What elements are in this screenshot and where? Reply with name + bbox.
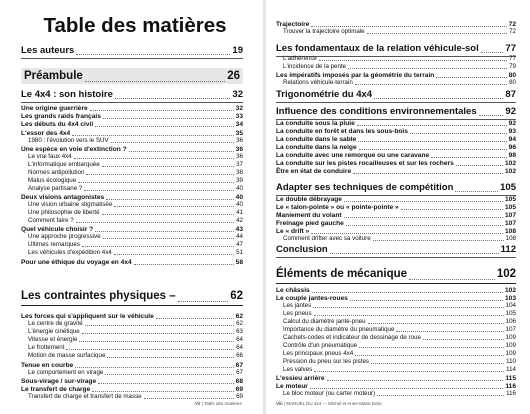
toc-page-number: 109 (505, 334, 516, 341)
toc-leader-dots (410, 133, 507, 134)
toc-entry-title: 1980 : l'évolution vers le SUV (28, 137, 109, 144)
toc-section-right-15 (276, 167, 516, 176)
toc-page-number: 102 (504, 160, 516, 167)
toc-leader-dots (66, 349, 234, 350)
toc-leader-dots (79, 341, 234, 342)
toc-leader-dots (355, 355, 504, 356)
toc-page-number: 104 (505, 302, 516, 309)
toc-entry-title: Le « talon-pointe » ou « pointe-pointe » (276, 204, 399, 211)
toc-chapter-left-2 (21, 88, 243, 101)
toc-entry-title: Transfert de charge et transfert de masse (28, 393, 142, 400)
toc-subsection-right-28 (276, 310, 516, 318)
toc-leader-dots (359, 347, 504, 348)
toc-entry-title: Les principaux pneus 4x4 (283, 350, 354, 357)
toc-leader-dots (311, 26, 506, 27)
toc-subsection-right-34 (276, 358, 516, 366)
toc-leader-dots (456, 165, 503, 166)
toc-page-number: 41 (236, 209, 243, 216)
toc-page-number: 77 (505, 43, 516, 54)
footer-left: Vii | Table des matières (195, 401, 242, 406)
toc-leader-dots (311, 233, 503, 234)
toc-page-number: 92 (508, 120, 516, 127)
toc-subsection-left-10 (21, 161, 243, 169)
toc-section-left-5 (21, 120, 243, 129)
toc-leader-dots (86, 174, 234, 175)
toc-subsection-left-26 (21, 328, 243, 336)
toc-leader-dots (371, 363, 504, 364)
toc-page-number: 36 (235, 146, 243, 153)
toc-leader-dots (344, 201, 503, 202)
toc-page-number: 62 (230, 290, 243, 302)
toc-entry-title: Les valves (283, 366, 313, 373)
chapter-rule (276, 257, 516, 258)
toc-entry-title: Le « drift » (276, 228, 310, 235)
toc-leader-dots (95, 126, 233, 127)
toc-entry-title: Être en état de conduire (276, 168, 352, 175)
toc-entry-title: Trajectoire (276, 21, 310, 28)
toc-leader-dots (107, 357, 234, 358)
toc-entry-title: Une origine guerrière (21, 105, 88, 112)
left-page (0, 0, 264, 414)
toc-entry-title: Adapter ses techniques de compétition (276, 182, 454, 193)
chapter-rule (21, 305, 243, 306)
toc-page-number: 109 (505, 350, 516, 357)
toc-subsection-left-17 (21, 217, 243, 225)
toc-page-number: 62 (235, 313, 243, 320)
toc-leader-dots (102, 214, 235, 215)
toc-entry-title: Les grands raids français (21, 113, 101, 120)
page-number-right: Viii (276, 401, 283, 406)
toc-entry-title: Les fondamentaux de la relation véhicule-sol (276, 43, 479, 54)
toc-leader-dots (358, 141, 506, 142)
toc-entry-title: Trouver la trajectoire optimale (283, 28, 365, 35)
toc-leader-dots (350, 300, 503, 301)
toc-page-number: 80 (509, 79, 516, 86)
toc-entry-title: Le bloc moteur (ou carter moteur) (283, 390, 376, 397)
toc-page-number: 37 (236, 161, 243, 168)
toc-entry-title: L'informatique embarquée (28, 161, 100, 168)
toc-page-number: 35 (235, 130, 243, 137)
toc-entry-title: Les pneus (283, 310, 312, 317)
toc-entry-title: Une approche progressive (28, 233, 101, 240)
footer-right: Viii | MANUEL DU 4x4 — Michel et Anne-Marie Dolix (276, 401, 382, 406)
toc-page-number: 26 (227, 70, 240, 82)
toc-leader-dots (368, 323, 504, 324)
toc-page-number: 67 (235, 362, 243, 369)
toc-page-number: 66 (236, 352, 243, 359)
toc-page-number: 77 (509, 55, 516, 62)
toc-leader-dots (374, 98, 503, 99)
toc-page-number: 98 (508, 152, 516, 159)
toc-leader-dots (111, 142, 234, 143)
toc-page-number: 32 (235, 105, 243, 112)
toc-entry-title: Trigonométrie du 4x4 (276, 89, 373, 100)
toc-leader-dots (82, 333, 234, 334)
toc-entry-title: Contrôle d'un pneumatique (283, 342, 358, 349)
toc-page-number: 67 (236, 369, 243, 376)
toc-entry-title: L'essieu arrière (276, 375, 325, 382)
toc-entry-title: Le transfert de charge (21, 386, 91, 393)
toc-page-number: 69 (235, 386, 243, 393)
toc-entry-title: Éléments de mécanique (276, 268, 408, 280)
toc-leader-dots (330, 253, 499, 254)
toc-entry-title: Importance du diamètre du pneumatique (283, 326, 395, 333)
toc-entry-title: Le frottement (28, 344, 65, 351)
toc-page-number: 34 (235, 121, 243, 128)
toc-subsection-right-32 (276, 342, 516, 350)
toc-entry-title: Le double débrayage (276, 196, 342, 203)
toc-entry-title: Les débuts du 4x4 civil (21, 121, 94, 128)
toc-leader-dots (82, 246, 234, 247)
toc-entry-title: Comment drifter avec sa voiture (283, 235, 371, 242)
toc-entry-title: Quel véhicule choisir ? (21, 226, 94, 233)
toc-leader-dots (144, 398, 235, 399)
toc-page-number: 116 (505, 383, 516, 390)
toc-page-number: 33 (235, 113, 243, 120)
toc-subsection-left-13 (21, 185, 243, 193)
toc-subsection-right-6 (276, 79, 516, 87)
toc-entry-title: Une philosophie de liberté (28, 209, 100, 216)
toc-page-number: 47 (236, 241, 243, 248)
toc-page-number: 92 (505, 106, 516, 117)
toc-subsection-right-33 (276, 350, 516, 358)
toc-entry-title: La conduite sous la pluie (276, 120, 355, 127)
toc-leader-dots (103, 238, 235, 239)
toc-subsection-right-31 (276, 334, 516, 342)
toc-page-number: 64 (236, 344, 243, 351)
toc-section-left-22 (21, 258, 243, 267)
toc-leader-dots (436, 77, 506, 78)
toc-entry-title: Calcul du diamètre jante-pneu (283, 318, 366, 325)
toc-subsection-left-27 (21, 336, 243, 344)
toc-entry-title: Comment faire ? (28, 217, 74, 224)
toc-entry-title: Les impératifs imposés par la géométrie du terrain (276, 72, 435, 79)
toc-page-number: 43 (235, 226, 243, 233)
toc-page-number: 102 (504, 168, 516, 175)
toc-page-number: 115 (505, 375, 516, 382)
toc-leader-dots (357, 125, 507, 126)
toc-leader-dots (373, 240, 504, 241)
toc-leader-dots (377, 395, 504, 396)
toc-leader-dots (344, 217, 503, 218)
toc-entry-title: Les contraintes physiques – (21, 290, 176, 302)
toc-entry-title: Cachets-codes et indicateur de dessinage de roue (283, 334, 421, 341)
toc-leader-dots (355, 84, 507, 85)
toc-leader-dots (312, 292, 503, 293)
toc-leader-dots (72, 135, 233, 136)
toc-leader-dots (156, 318, 234, 319)
toc-page-number: 102 (496, 268, 516, 280)
footer-right-label: MANUEL DU 4x4 — Michel et Anne-Marie Dolix (286, 401, 382, 406)
toc-leader-dots (84, 190, 234, 191)
toc-leader-dots (90, 110, 234, 111)
toc-subsection-right-30 (276, 326, 516, 334)
toc-entry-title: Analyse partisane ? (28, 185, 83, 192)
toc-leader-dots (455, 191, 498, 192)
toc-page-number: 114 (506, 366, 516, 373)
toc-page-number: 40 (236, 201, 243, 208)
toc-subsection-left-21 (21, 249, 243, 257)
toc-entry-title: Le vrai faux 4x4 (28, 153, 72, 160)
toc-subsection-right-27 (276, 302, 516, 310)
chapter-rule (21, 102, 243, 103)
toc-page-number: 105 (505, 310, 516, 317)
toc-page-number: 102 (504, 287, 516, 294)
toc-entry-title: Une espèce en voie d'extinction ? (21, 146, 127, 153)
toc-entry-title: Normes antipollution (28, 169, 85, 176)
toc-page-number: 94 (508, 136, 516, 143)
toc-leader-dots (313, 307, 503, 308)
toc-page-number: 40 (235, 194, 243, 201)
toc-subsection-right-22 (276, 235, 516, 243)
toc-entry-title: Sous-virage / sur-virage (21, 378, 97, 385)
toc-leader-dots (85, 81, 225, 82)
toc-page-number: 62 (236, 320, 243, 327)
toc-subsection-right-3 (276, 55, 516, 63)
toc-page-number: 105 (504, 204, 516, 211)
toc-page-number: 108 (505, 235, 516, 242)
toc-entry-title: Motion de masse surfacique (28, 352, 106, 359)
toc-entry-title: La conduite dans la neige (276, 144, 357, 151)
toc-leader-dots (105, 374, 234, 375)
toc-entry-title: Relations véhicule-terrain (283, 79, 353, 86)
toc-entry-title: L'adhérence (283, 55, 317, 62)
toc-leader-dots (114, 254, 234, 255)
toc-leader-dots (76, 54, 230, 55)
toc-page-number: 107 (505, 326, 516, 333)
toc-entry-title: Les véhicules d'expédition 4x4 (28, 249, 112, 256)
toc-chapter-right-24 (276, 266, 516, 282)
toc-page-number: 112 (500, 244, 516, 255)
chapter-rule (21, 58, 243, 59)
toc-page-number: 32 (232, 89, 243, 100)
toc-subsection-left-15 (21, 201, 243, 209)
toc-page-number: 108 (504, 228, 516, 235)
toc-page-number: 107 (504, 212, 516, 219)
toc-entry-title: Une vision urbaine stigmatisée (28, 201, 113, 208)
toc-page-number: 72 (508, 21, 516, 28)
toc-entry-title: Le comportement en virage (28, 369, 104, 376)
toc-leader-dots (102, 166, 234, 167)
toc-page-number: 103 (504, 295, 516, 302)
right-page (266, 0, 530, 414)
toc-subsection-left-11 (21, 169, 243, 177)
toc-entry-title: Les jantes (283, 302, 312, 309)
toc-leader-dots (74, 158, 234, 159)
toc-page-number: 80 (508, 72, 516, 79)
toc-entry-title: Ultimes remarques (28, 241, 80, 248)
toc-entry-title: Pression du pneu sur les pistes (283, 358, 369, 365)
toc-page-number: 68 (235, 378, 243, 385)
toc-chapter-left-1 (21, 68, 243, 84)
toc-entry-title: Maniement du volant (276, 212, 342, 219)
toc-entry-title: Deux visions antagonistes (21, 194, 105, 201)
toc-page-number: 51 (236, 249, 243, 256)
toc-subsection-left-31 (21, 369, 243, 377)
toc-leader-dots (114, 206, 234, 207)
toc-chapter-right-2 (276, 42, 516, 55)
toc-entry-title: Freinage pied gauche (276, 220, 344, 227)
toc-entry-title: Influence des conditions environnementales (276, 106, 477, 117)
toc-subsection-right-29 (276, 318, 516, 326)
toc-entry-title: Le 4x4 : son histoire (21, 89, 113, 100)
toc-leader-dots (178, 301, 229, 302)
toc-entry-title: Le couple jantes-roues (276, 295, 348, 302)
toc-chapter-right-23 (276, 243, 516, 256)
toc-page-number: 110 (506, 358, 516, 365)
toc-leader-dots (76, 222, 234, 223)
toc-entry-title: Les forces qui s'appliquent sur le véhicule (21, 313, 154, 320)
toc-subsection-right-38 (276, 390, 516, 398)
toc-chapter-right-7 (276, 88, 516, 101)
toc-entry-title: Le centre de gravité (28, 320, 83, 327)
toc-leader-dots (319, 60, 507, 61)
toc-chapter-right-8 (276, 105, 516, 118)
toc-leader-dots (98, 383, 234, 384)
page-title: Table des matières (43, 14, 227, 37)
toc-page-number: 63 (236, 328, 243, 335)
toc-page-number: 116 (506, 390, 516, 397)
toc-subsection-right-35 (276, 366, 516, 374)
toc-leader-dots (431, 157, 506, 158)
toc-leader-dots (409, 279, 495, 280)
toc-page-number: 107 (504, 220, 516, 227)
toc-leader-dots (106, 199, 233, 200)
toc-entry-title: L'essor des 4x4 (21, 130, 71, 137)
toc-page-number: 19 (232, 45, 243, 56)
toc-leader-dots (95, 231, 233, 232)
toc-chapter-right-16 (276, 181, 516, 194)
toc-leader-dots (348, 68, 507, 69)
toc-subsection-right-1 (276, 28, 516, 36)
toc-page-number: 105 (500, 182, 516, 193)
toc-leader-dots (75, 367, 233, 368)
toc-page-number: 87 (505, 89, 516, 100)
toc-entry-title: Le châssis (276, 287, 310, 294)
toc-leader-dots (92, 391, 233, 392)
toc-chapter-left-0 (21, 44, 243, 57)
footer-left-label: Table des matières (204, 401, 242, 406)
toc-page-number: 69 (236, 393, 243, 400)
toc-entry-title: L'incidence de la pente (283, 63, 347, 70)
toc-subsection-left-12 (21, 177, 243, 185)
toc-leader-dots (310, 388, 503, 389)
toc-leader-dots (115, 98, 231, 99)
toc-entry-title: Le moteur (276, 383, 308, 390)
toc-leader-dots (396, 331, 503, 332)
toc-subsection-right-4 (276, 63, 516, 71)
toc-page-number: 36 (236, 153, 243, 160)
toc-subsection-left-9 (21, 153, 243, 161)
toc-leader-dots (85, 325, 234, 326)
toc-leader-dots (346, 225, 503, 226)
toc-page-number: 40 (236, 185, 243, 192)
toc-entry-title: La conduite en forêt et dans les sous-bois (276, 128, 408, 135)
toc-page-number: 42 (236, 217, 243, 224)
toc-page-number: 44 (236, 233, 243, 240)
toc-entry-title: La conduite sur les pistes rocailleuses et sur les rochers (276, 160, 454, 167)
toc-leader-dots (481, 52, 504, 53)
toc-leader-dots (129, 151, 234, 152)
toc-entry-title: Tenue en courbe (21, 362, 74, 369)
toc-subsection-left-20 (21, 241, 243, 249)
chapter-rule (276, 283, 516, 284)
toc-page-number: 105 (504, 196, 516, 203)
toc-entry-title: La conduite avec une remorque ou une caravane (276, 152, 430, 159)
toc-page-number: 79 (509, 63, 516, 70)
toc-leader-dots (367, 33, 507, 34)
toc-leader-dots (401, 209, 503, 210)
toc-leader-dots (314, 371, 504, 372)
page-number-left: Vii (195, 401, 201, 406)
toc-leader-dots (423, 339, 504, 340)
toc-entry-title: Vitesse et énergie (28, 336, 78, 343)
toc-subsection-left-34 (21, 393, 243, 401)
toc-subsection-left-25 (21, 320, 243, 328)
toc-leader-dots (134, 264, 234, 265)
toc-page-number: 96 (508, 144, 516, 151)
toc-leader-dots (479, 115, 504, 116)
toc-entry-title: Préambule (24, 70, 83, 82)
toc-page-number: 72 (509, 28, 516, 35)
toc-leader-dots (103, 118, 234, 119)
toc-page-number: 93 (508, 128, 516, 135)
toc-subsection-left-28 (21, 344, 243, 352)
toc-entry-title: Les auteurs (21, 45, 75, 56)
toc-page-number: 58 (235, 259, 243, 266)
toc-leader-dots (359, 149, 507, 150)
toc-page-number: 36 (236, 137, 243, 144)
toc-subsection-left-19 (21, 233, 243, 241)
toc-leader-dots (353, 173, 503, 174)
toc-entry-title: Pour une éthique du voyage en 4x4 (21, 259, 132, 266)
toc-leader-dots (327, 380, 504, 381)
toc-entry-title: L'énergie cinétique (28, 328, 80, 335)
toc-page-number: 109 (505, 342, 516, 349)
toc-subsection-left-29 (21, 352, 243, 360)
chapter-rule (276, 102, 516, 103)
toc-page-number: 106 (505, 318, 516, 325)
toc-leader-dots (78, 182, 234, 183)
toc-entry-title: Malus écologique (28, 177, 77, 184)
toc-page-number: 64 (236, 336, 243, 343)
toc-entry-title: La conduite dans le sable (276, 136, 357, 143)
toc-subsection-left-16 (21, 209, 243, 217)
toc-page-number: 38 (236, 169, 243, 176)
toc-entry-title: Conclusion (276, 244, 328, 255)
toc-leader-dots (314, 315, 504, 316)
toc-chapter-left-23 (21, 288, 243, 304)
toc-page-number: 39 (236, 177, 243, 184)
toc-subsection-left-7 (21, 137, 243, 145)
